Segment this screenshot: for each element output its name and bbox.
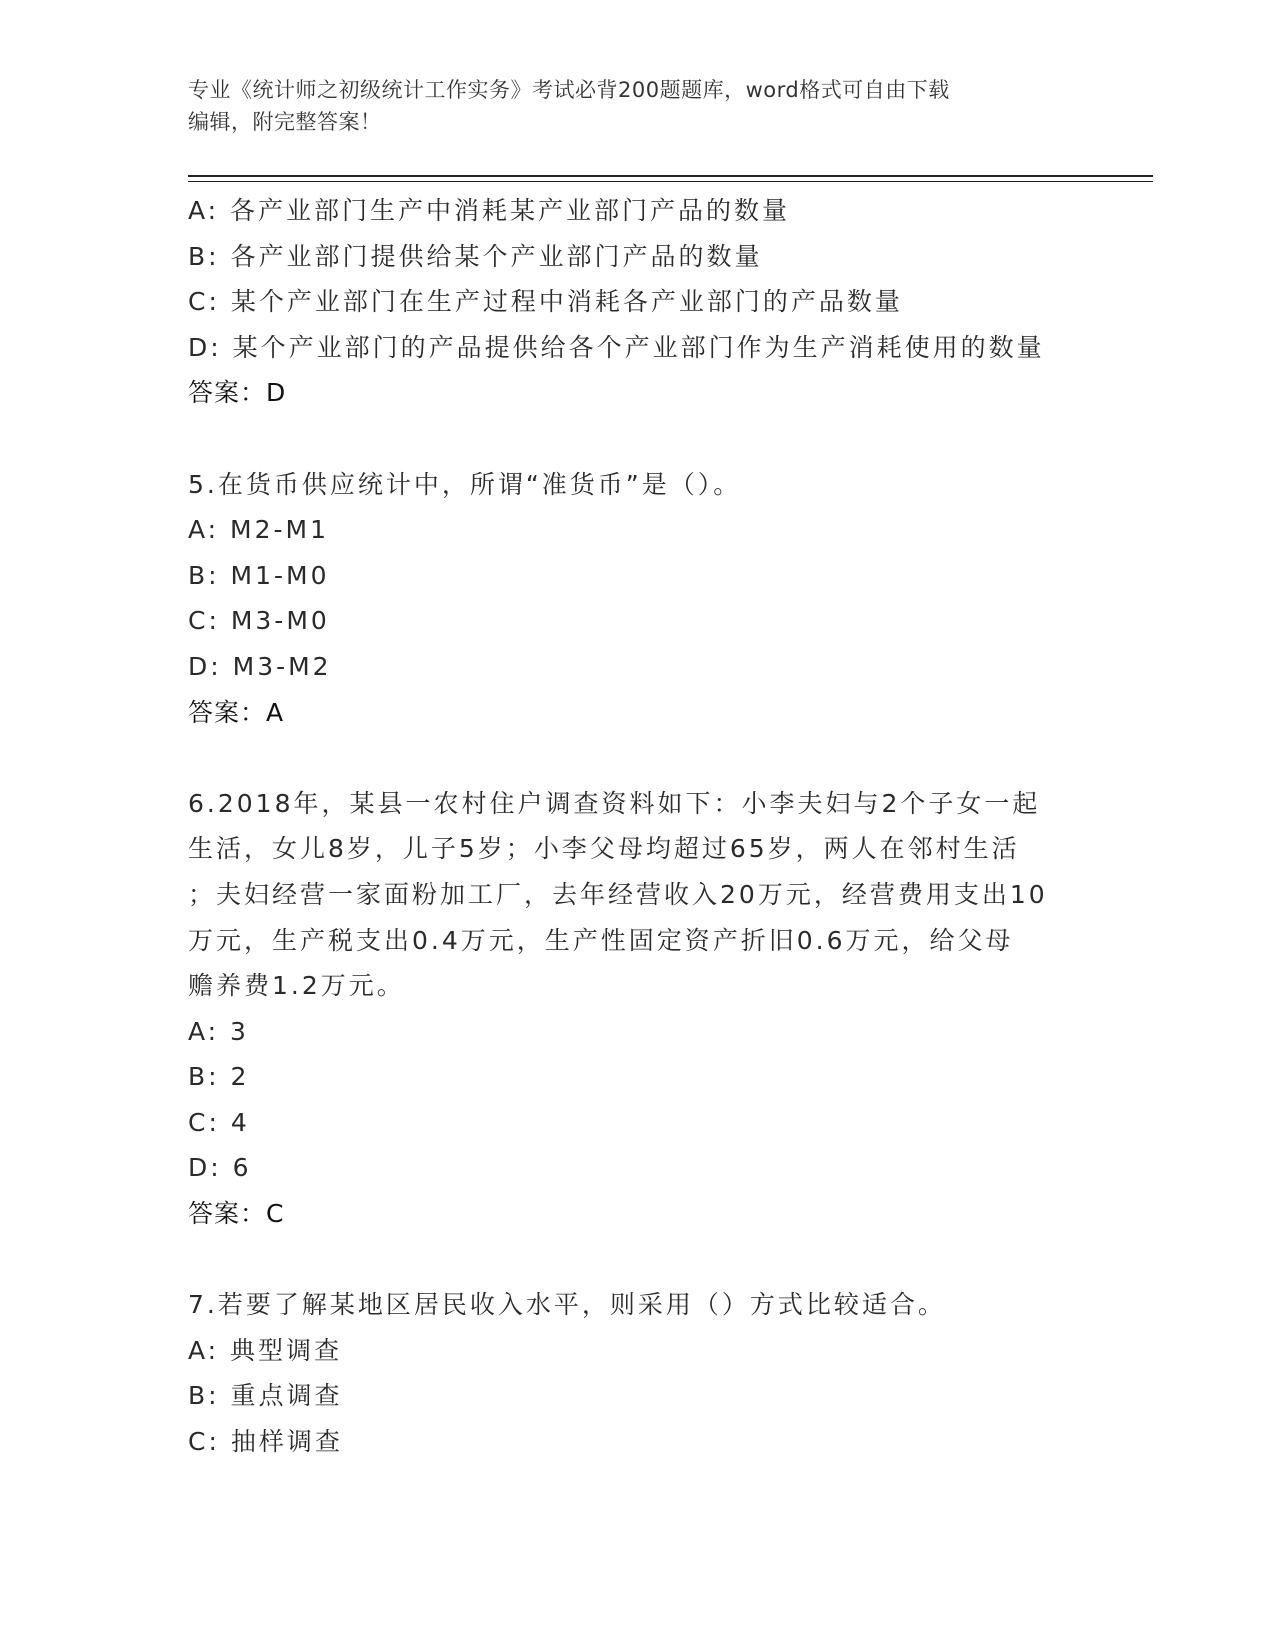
option-b: B: 重点调查 xyxy=(188,1381,343,1411)
question-stem: 5.在货币供应统计中，所谓“准货币”是（）。 xyxy=(188,469,742,499)
question-6 xyxy=(188,781,1088,1237)
header-rule-thick xyxy=(188,175,1153,177)
question-7 xyxy=(188,1282,1088,1464)
option-d: D: 某个产业部门的产品提供给各个产业部门作为生产消耗使用的数量 xyxy=(188,332,1045,362)
option-d: D: M3-M2 xyxy=(188,651,332,681)
answer: 答案：A xyxy=(188,697,285,727)
question-stem: 7.若要了解某地区居民收入水平，则采用（）方式比较适合。 xyxy=(188,1290,946,1320)
option-b: B: 各产业部门提供给某个产业部门产品的数量 xyxy=(188,241,763,271)
question-4 xyxy=(188,188,1088,416)
spacer xyxy=(188,416,1088,462)
option-d: D: 6 xyxy=(188,1153,252,1183)
question-stem-line: 生活，女儿8岁，儿子5岁；小李父母均超过65岁，两人在邻村生活 xyxy=(188,834,1020,864)
question-stem-line: 6.2018年，某县一农村住户调查资料如下：小李夫妇与2个子女一起 xyxy=(188,788,1041,818)
option-a: A: 各产业部门生产中消耗某产业部门产品的数量 xyxy=(188,196,791,225)
option-b: B: 2 xyxy=(188,1062,250,1092)
answer: 答案：C xyxy=(188,1199,285,1229)
option-a: A: M2-M1 xyxy=(188,515,330,545)
question-5 xyxy=(188,462,1088,736)
option-c: C: 4 xyxy=(188,1107,250,1137)
option-c: C: 抽样调查 xyxy=(188,1427,343,1457)
document-header xyxy=(188,74,1068,138)
header-line-1: 专业《统计师之初级统计工作实务》考试必背200题题库，word格式可自由下载 xyxy=(188,78,950,102)
question-stem-line: 赡养费1.2万元。 xyxy=(188,971,405,1001)
option-c: C: M3-M0 xyxy=(188,606,330,636)
option-c: C: 某个产业部门在生产过程中消耗各产业部门的产品数量 xyxy=(188,287,903,317)
option-b: B: M1-M0 xyxy=(188,560,330,590)
option-a: A: 典型调查 xyxy=(188,1335,343,1365)
question-list xyxy=(188,188,1088,1465)
spacer xyxy=(188,1237,1088,1283)
header-rule-thin xyxy=(188,181,1153,182)
spacer xyxy=(188,735,1088,781)
answer: 答案：D xyxy=(188,378,287,408)
question-stem-line: 万元，生产税支出0.4万元，生产性固定资产折旧0.6万元，给父母 xyxy=(188,925,1014,955)
header-line-2: 编辑，附完整答案！ xyxy=(188,110,382,134)
question-stem-line: ；夫妇经营一家面粉加工厂，去年经营收入20万元，经营费用支出10 xyxy=(188,879,1048,909)
option-a: A: 3 xyxy=(188,1016,249,1046)
